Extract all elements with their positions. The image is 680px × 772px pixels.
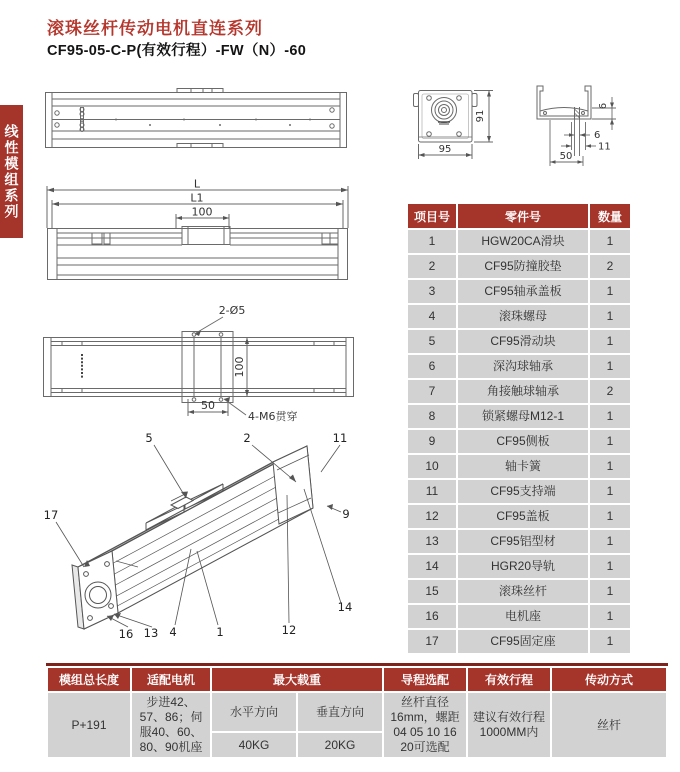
end-view-dim-lines	[419, 91, 494, 160]
table-row	[408, 555, 630, 578]
table-row	[408, 405, 630, 428]
part-name: CF95侧板	[458, 430, 588, 453]
spec-load-horizontal-label: 水平方向	[212, 693, 296, 731]
part-quantity: 1	[590, 580, 630, 603]
iso-body	[72, 446, 313, 629]
dim-label-4m6: 4-M6贯穿	[248, 410, 298, 423]
spec-motor: 步进42、57、86；伺服40、60、80、90机座	[132, 693, 210, 757]
spec-total-length: P+191	[48, 693, 130, 757]
part-item-number: 12	[408, 505, 456, 528]
part-item-number: 11	[408, 480, 456, 503]
spec-header-max-load: 最大载重	[212, 668, 382, 691]
section-view-drawing	[528, 78, 658, 174]
end-view-drawing	[403, 82, 503, 170]
part-quantity: 1	[590, 330, 630, 353]
table-row	[408, 480, 630, 503]
callout-11: 11	[332, 431, 348, 445]
callout-17: 17	[43, 508, 59, 522]
spec-header-motor: 适配电机	[132, 668, 210, 691]
top-view-lines	[46, 89, 347, 148]
callout-2: 2	[243, 431, 251, 445]
table-row	[408, 255, 630, 278]
part-quantity: 1	[590, 530, 630, 553]
part-quantity: 1	[590, 230, 630, 253]
part-name: CF95滑动块	[458, 330, 588, 353]
callout-13: 13	[143, 626, 159, 640]
section-profile	[537, 86, 591, 119]
part-quantity: 1	[590, 455, 630, 478]
dim-label-50: 50	[201, 399, 215, 412]
part-quantity: 1	[590, 505, 630, 528]
spec-load-vertical-label: 垂直方向	[298, 693, 382, 731]
part-name: CF95盖板	[458, 505, 588, 528]
part-item-number: 2	[408, 255, 456, 278]
part-item-number: 8	[408, 405, 456, 428]
part-quantity: 2	[590, 255, 630, 278]
dim-label-2d5: 2-Ø5	[218, 304, 246, 317]
part-item-number: 4	[408, 305, 456, 328]
part-name: CF95轴承盖板	[458, 280, 588, 303]
callout-16: 16	[118, 627, 134, 641]
part-item-number: 9	[408, 430, 456, 453]
part-name: 滚珠螺母	[458, 305, 588, 328]
part-name: 深沟球轴承	[458, 355, 588, 378]
spec-header-drive: 传动方式	[552, 668, 666, 691]
callout-4: 4	[169, 625, 177, 639]
part-quantity: 1	[590, 430, 630, 453]
table-row	[408, 330, 630, 353]
spec-stroke: 建议有效行程1000MM内	[468, 693, 550, 757]
part-name: 电机座	[458, 605, 588, 628]
table-row	[408, 355, 630, 378]
table-row	[408, 230, 630, 253]
dim-label-100: 100	[191, 205, 213, 219]
part-item-number: 13	[408, 530, 456, 553]
side-view-drawing	[44, 177, 350, 284]
part-quantity: 1	[590, 280, 630, 303]
model-code: CF95-05-C-P(有效行程）-FW（N）-60	[47, 43, 307, 59]
side-view-body	[48, 227, 348, 280]
dim-label-6-horizontal: 6	[594, 130, 601, 141]
callout-1: 1	[216, 625, 224, 639]
part-item-number: 15	[408, 580, 456, 603]
callout-14: 14	[337, 600, 353, 614]
part-name: HGW20CA滑块	[458, 230, 588, 253]
dim-label-L: L	[193, 177, 201, 191]
dim-label-50-section: 50	[559, 151, 573, 162]
spec-table-header	[48, 668, 666, 691]
dim-label-6-vertical: 6	[598, 102, 609, 110]
table-row	[408, 580, 630, 603]
table-row	[408, 280, 630, 303]
spec-load-vertical-value: 20KG	[298, 733, 382, 757]
part-item-number: 17	[408, 630, 456, 653]
part-quantity: 1	[590, 480, 630, 503]
table-row	[408, 455, 630, 478]
callout-12: 12	[281, 623, 297, 637]
table-row	[408, 380, 630, 403]
part-item-number: 5	[408, 330, 456, 353]
callout-5: 5	[145, 431, 153, 445]
part-quantity: 1	[590, 355, 630, 378]
spec-drive: 丝杆	[552, 693, 666, 757]
table-row	[408, 305, 630, 328]
table-row	[408, 630, 630, 653]
spec-load-horizontal-value: 40KG	[212, 733, 296, 757]
dim-label-100v: 100	[233, 356, 246, 378]
part-name: CF95防撞胶垫	[458, 255, 588, 278]
part-quantity: 2	[590, 380, 630, 403]
top-view-drawing	[44, 86, 348, 150]
end-view-body	[414, 91, 478, 143]
dim-label-11: 11	[598, 141, 611, 153]
plan-view-body	[44, 332, 354, 403]
parts-table	[406, 202, 632, 655]
parts-header-item: 项目号	[408, 204, 456, 228]
part-name: CF95支持端	[458, 480, 588, 503]
parts-table-header	[408, 204, 630, 228]
part-name: 滚珠丝杆	[458, 580, 588, 603]
table-row	[408, 530, 630, 553]
spec-header-stroke: 有效行程	[468, 668, 550, 691]
part-item-number: 10	[408, 455, 456, 478]
part-name: CF95固定座	[458, 630, 588, 653]
sidebar-series-tab	[0, 105, 23, 238]
table-row	[408, 430, 630, 453]
dim-label-95: 95	[438, 144, 452, 155]
part-name: 锁紧螺母M12-1	[458, 405, 588, 428]
part-item-number: 1	[408, 230, 456, 253]
parts-header-qty: 数量	[590, 204, 630, 228]
part-name: 轴卡簧	[458, 455, 588, 478]
parts-table-body	[408, 230, 630, 653]
spec-lead: 丝杆直径16mm，螺距04 05 10 16 20可选配	[384, 693, 466, 757]
spec-table	[46, 666, 668, 759]
part-quantity: 1	[590, 630, 630, 653]
part-item-number: 16	[408, 605, 456, 628]
part-item-number: 3	[408, 280, 456, 303]
part-item-number: 6	[408, 355, 456, 378]
part-quantity: 1	[590, 555, 630, 578]
page-title: 滚珠丝杆传动电机直连系列	[47, 19, 263, 38]
isometric-drawing	[28, 425, 393, 663]
part-quantity: 1	[590, 405, 630, 428]
plan-view-drawing	[42, 302, 364, 424]
dim-label-L1: L1	[190, 191, 204, 205]
spec-header-lead: 导程选配	[384, 668, 466, 691]
part-name: 角接触球轴承	[458, 380, 588, 403]
part-name: HGR20导轨	[458, 555, 588, 578]
part-name: CF95铝型材	[458, 530, 588, 553]
callout-9: 9	[342, 507, 350, 521]
dim-label-91: 91	[475, 109, 486, 123]
spec-header-total-length: 模组总长度	[48, 668, 130, 691]
table-row	[408, 605, 630, 628]
parts-header-part: 零件号	[458, 204, 588, 228]
part-item-number: 14	[408, 555, 456, 578]
part-quantity: 1	[590, 605, 630, 628]
part-quantity: 1	[590, 305, 630, 328]
sidebar-series-label: 线性模组系列	[3, 123, 20, 220]
part-item-number: 7	[408, 380, 456, 403]
table-row	[408, 505, 630, 528]
